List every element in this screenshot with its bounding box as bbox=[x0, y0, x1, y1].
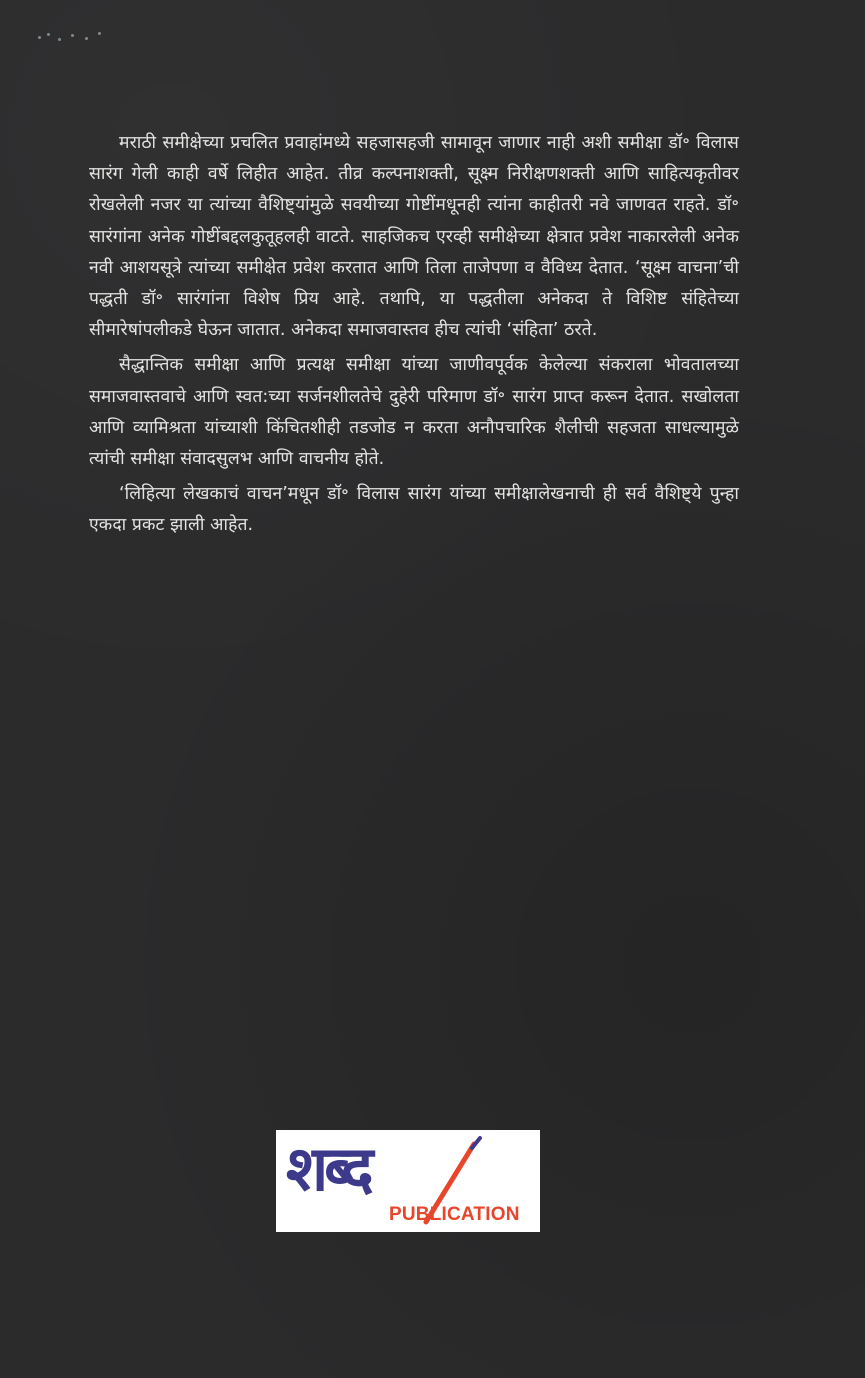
blurb-paragraph-2: सैद्धान्तिक समीक्षा आणि प्रत्यक्ष समीक्षा यांच्या जाणीवपूर्वक केलेल्या संकराला भोवतालच्या समाजवास्तवाचे आणि स्वत:च्या सर्जनशीलतेचे दुहेरी परिमाण डॉ॰ सारंग प्राप्त करून देतात. सखोलता आणि व्यामिश्रता यांच्याशी किंचितशीही तडजोड न करता अनौपचारिक शैलीची सहजता साधल्यामुळे त्यांची समीक्षा संवादसुलभ आणि वाचनीय होते. bbox=[89, 355, 739, 470]
back-cover-blurb bbox=[89, 128, 739, 546]
publisher-name: PUBLICATION bbox=[389, 1204, 520, 1225]
print-specks bbox=[38, 30, 108, 46]
publisher-logo-mark: शब्द bbox=[286, 1132, 370, 1205]
blurb-paragraph-3: ‘लिहित्या लेखकाचं वाचन’मधून डॉ॰ विलास सारंग यांच्या समीक्षालेखनाची ही सर्व वैशिष्ट्ये पुन्हा एकदा प्रकट झाली आहेत. bbox=[89, 484, 739, 536]
blurb-paragraph-1: मराठी समीक्षेच्या प्रचलित प्रवाहांमध्ये सहजासहजी सामावून जाणार नाही अशी समीक्षा डॉ॰ विलास सारंग गेली काही वर्षे लिहीत आहेत. तीव्र कल्पनाशक्ती, सूक्ष्म निरीक्षणशक्ती आणि साहित्यकृतीवर रोखलेली नजर या त्यांच्या वैशिष्ट्यांमुळे सवयीच्या गोष्टींमधूनही त्यांना काहीतरी नवे जाणवत राहते. डॉ॰ सारंगांना अनेक गोष्टींबद्दलकुतूहलही वाटते. साहजिकच एरव्ही समीक्षेच्या क्षेत्रात प्रवेश नाकारलेली अनेक नवी आशयसूत्रे त्यांच्या समीक्षेत प्रवेश करतात आणि तिला ताजेपणा व वैविध्य देतात. ‘सूक्ष्म वाचना’ची पद्धती डॉ॰ सारंगांना विशेष प्रिय आहे. तथापि, या पद्धतीला अनेकदा ते विशिष्ट संहितेच्या सीमारेषांपलीकडे घेऊन जातात. अनेकदा समाजवास्तव हीच त्यांची ‘संहिता’ ठरते. bbox=[89, 133, 739, 341]
publisher-logo bbox=[276, 1130, 540, 1232]
